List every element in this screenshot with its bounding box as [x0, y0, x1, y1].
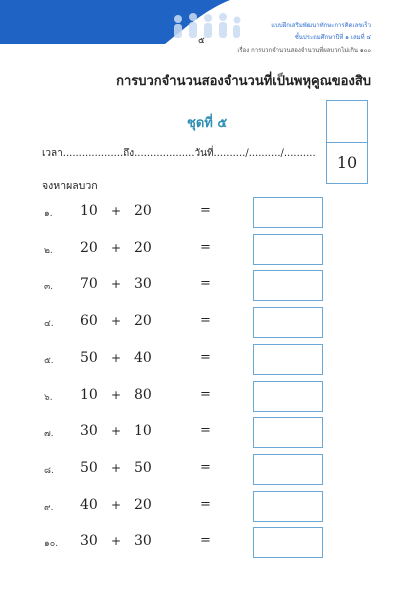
problem-row [0, 527, 411, 561]
addend-b: 50 [134, 459, 152, 476]
grade-book-line: ชั้นประถมศึกษาปีที่ ๑ เล่มที่ ๔ [294, 34, 371, 41]
equals-sign: = [200, 496, 211, 512]
addend-a: 70 [80, 276, 98, 293]
plus-sign: + [111, 204, 122, 218]
answer-box[interactable] [253, 417, 323, 448]
problem-row [0, 270, 411, 304]
problem-row [0, 197, 411, 231]
addend-a: 50 [80, 459, 98, 476]
plus-sign: + [111, 497, 122, 512]
equals-sign: = [200, 423, 211, 439]
plus-sign: + [111, 314, 122, 329]
problem-row [0, 234, 411, 268]
plus-sign: + [111, 350, 122, 365]
answer-box[interactable] [253, 234, 323, 265]
answer-box[interactable] [253, 270, 323, 301]
addend-b: 20 [134, 239, 152, 256]
time-date-line: เวลา...................ถึง...................วันที่........../........../.......... [42, 148, 316, 159]
problem-row [0, 307, 411, 341]
problem-row [0, 417, 411, 451]
problem-number: ๗. [44, 429, 54, 440]
answer-box[interactable] [253, 454, 323, 485]
problem-row [0, 491, 411, 525]
plus-sign: + [111, 240, 122, 255]
series-title: แบบฝึกเสริมพัฒนาทักษะการคิดเลขเร็ว [271, 22, 371, 29]
set-label: ชุดที่ ๕ [187, 116, 228, 131]
problem-row [0, 381, 411, 415]
addend-a: 30 [80, 533, 98, 550]
answer-box[interactable] [253, 381, 323, 412]
addend-a: 50 [80, 349, 98, 366]
addend-a: 10 [80, 386, 98, 403]
plus-sign: + [111, 277, 122, 292]
addend-b: 10 [134, 423, 152, 440]
equals-sign: = [200, 239, 211, 255]
instruction: จงหาผลบวก [42, 180, 98, 192]
worksheet-title: การบวกจำนวนสองจำนวนที่เป็นพหุคูณของสิบ [116, 74, 371, 89]
addend-b: 20 [134, 203, 152, 219]
plus-sign: + [111, 387, 122, 402]
equals-sign: = [200, 459, 211, 475]
problem-number: ๕. [44, 355, 54, 366]
answer-box[interactable] [253, 307, 323, 338]
addend-a: 20 [80, 239, 98, 256]
equals-sign: = [200, 533, 211, 549]
page-number: ๕ [198, 36, 205, 46]
problem-number: ๓. [44, 282, 54, 293]
addend-a: 60 [80, 313, 98, 330]
topic-line: เรื่อง การบวกจำนวนสองจำนวนที่ผลบวกไม่เกิน ๑๐๐ [237, 47, 371, 54]
problem-row [0, 454, 411, 488]
answer-box[interactable] [253, 344, 323, 375]
problem-number: ๖. [44, 392, 53, 403]
score-divider [327, 142, 367, 143]
addend-a: 30 [80, 423, 98, 440]
addend-a: 40 [80, 496, 98, 513]
equals-sign: = [200, 276, 211, 292]
equals-sign: = [200, 386, 211, 402]
answer-box[interactable] [253, 491, 323, 522]
equals-sign: = [200, 313, 211, 329]
problem-number: ๘. [44, 465, 54, 476]
answer-box[interactable] [253, 197, 323, 228]
addend-b: 40 [134, 349, 152, 366]
score-total: 10 [336, 153, 358, 172]
problem-number: ๒. [44, 245, 53, 256]
problem-number: ๙. [44, 502, 54, 513]
addend-b: 30 [134, 533, 152, 550]
addend-a: 10 [80, 203, 98, 219]
plus-sign: + [111, 534, 122, 549]
equals-sign: = [200, 349, 211, 365]
addend-b: 80 [134, 386, 152, 403]
score-box [326, 100, 368, 184]
addend-b: 30 [134, 276, 152, 293]
addend-b: 20 [134, 313, 152, 330]
plus-sign: + [111, 460, 122, 475]
plus-sign: + [111, 424, 122, 439]
problem-number: ๔. [44, 319, 54, 330]
answer-box[interactable] [253, 527, 323, 558]
equals-sign: = [200, 203, 211, 218]
problem-row [0, 344, 411, 378]
addend-b: 20 [134, 496, 152, 513]
problem-number: ๑. [44, 209, 53, 219]
problem-number: ๑๐. [44, 539, 59, 550]
